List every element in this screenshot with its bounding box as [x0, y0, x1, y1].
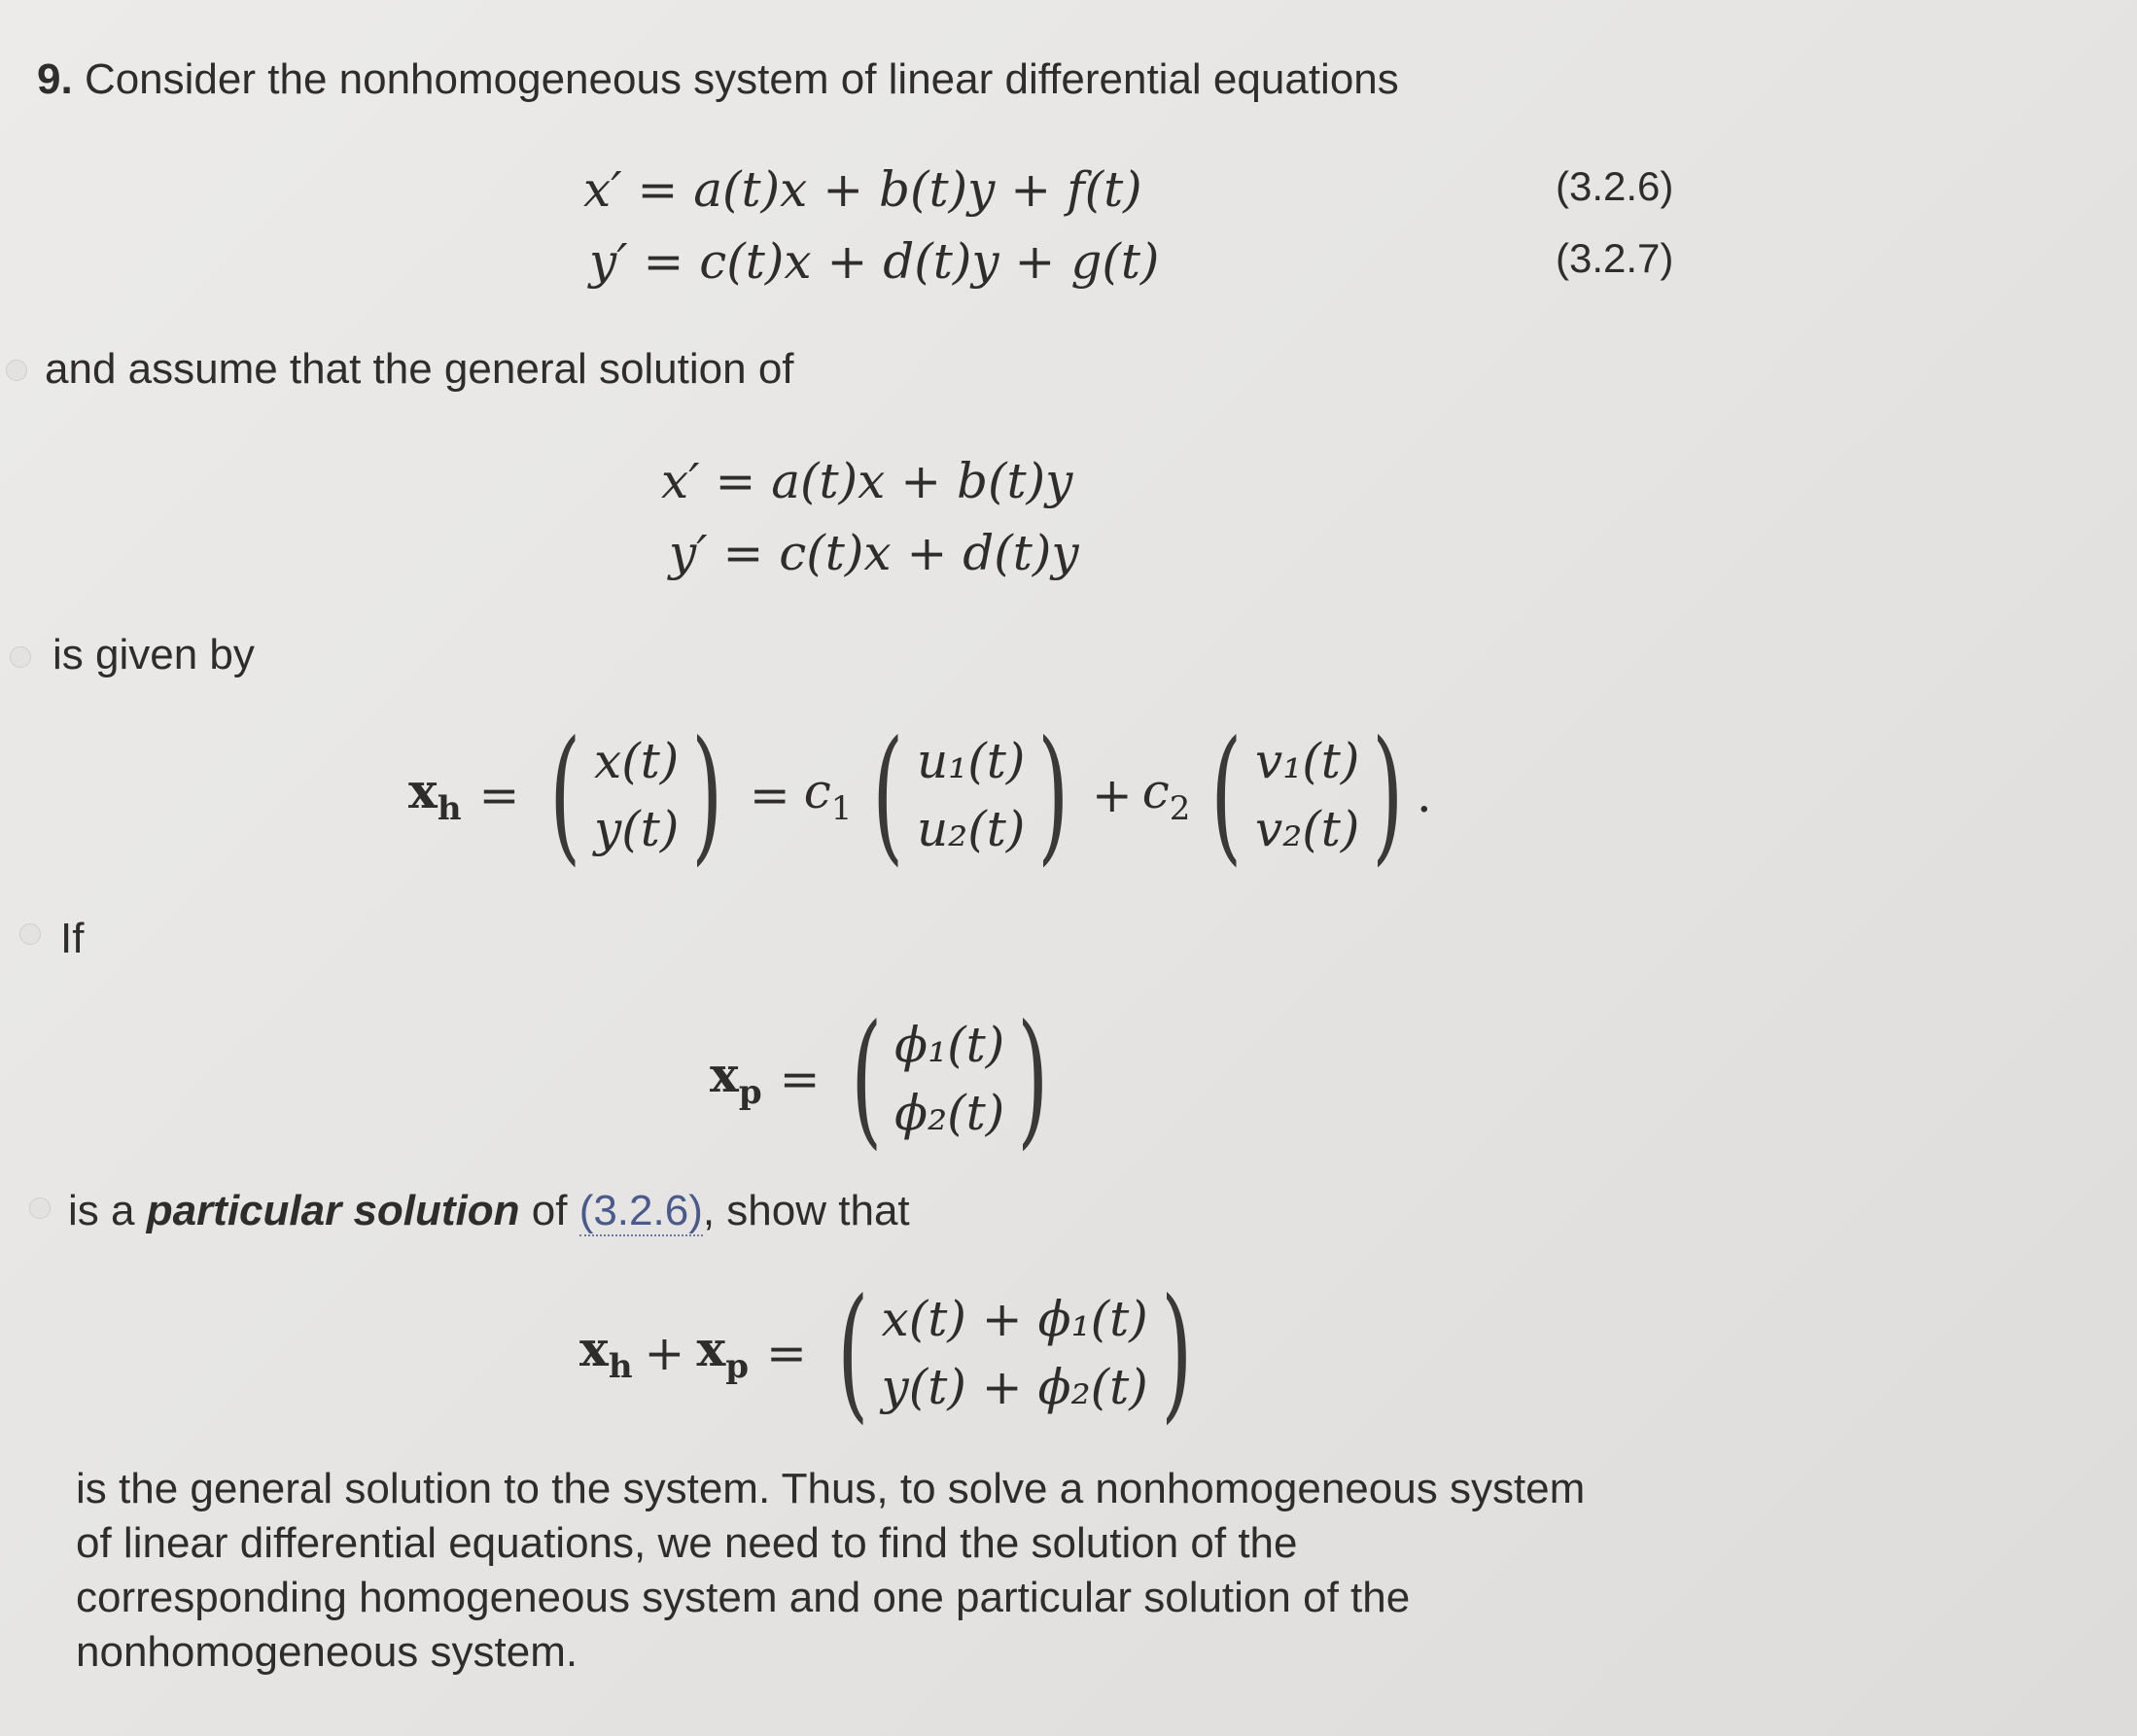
- problem-heading: [37, 52, 1399, 107]
- c2-coefficient: $c_2$: [1141, 762, 1191, 828]
- paragraph-marker: [29, 1198, 51, 1219]
- conclusion-line: is the general solution to the system. Thus, to solve a nonhomogeneous system: [76, 1465, 1586, 1512]
- phi-vector: ( ϕ₁(t) ϕ₂(t) ): [850, 994, 1049, 1163]
- xh-symbol: $x_h$: [579, 1320, 633, 1386]
- paragraph-marker: [10, 646, 31, 668]
- homogeneous-equation-1: x′ = a(t)x + b(t)y: [661, 453, 1073, 509]
- homogeneous-equation-2: y′ = c(t)x + d(t)y: [669, 525, 1079, 581]
- sum-solution-equation: $x_h$ + $x_p$ = ( x(t) + ϕ₁(t) y(t) + ϕ₂(t) ): [579, 1275, 1205, 1431]
- equation-label-3-2-6: (3.2.6): [1556, 163, 1674, 209]
- equals-sign: =: [749, 767, 790, 823]
- conclusion-line: corresponding homogeneous system and one particular solution of the: [76, 1574, 1411, 1621]
- particular-solution-emphasis: particular solution: [146, 1187, 520, 1234]
- paragraph-marker: [6, 360, 27, 381]
- c1-coefficient: $c_1$: [803, 762, 853, 828]
- equation-3-2-7: y′ = c(t)x + d(t)y + g(t): [589, 233, 1160, 290]
- xp-symbol: $x_p$: [696, 1320, 750, 1386]
- text-if: If: [60, 915, 85, 962]
- general-solution-equation: [408, 711, 1432, 880]
- equation-label-3-2-7: (3.2.7): [1556, 235, 1674, 281]
- conclusion-paragraph: [76, 1462, 1585, 1680]
- period: .: [1416, 767, 1432, 823]
- plus-sign: +: [1091, 767, 1133, 823]
- xy-vector: ( x(t) y(t) ): [549, 711, 723, 880]
- problem-number: 9.: [37, 55, 73, 103]
- xp-symbol: $x_p$: [710, 1046, 762, 1112]
- v-vector: ( v₁(t) v₂(t) ): [1210, 711, 1404, 880]
- paragraph-marker: [19, 923, 41, 945]
- text-assume: and assume that the general solution of: [45, 345, 794, 393]
- particular-solution-equation: [710, 994, 1062, 1163]
- equals-sign: =: [779, 1051, 821, 1107]
- problem-intro: Consider the nonhomogeneous system of linear differential equations: [84, 55, 1399, 103]
- text-given-by: is given by: [53, 631, 255, 678]
- text-particular: is a particular solution of (3.2.6), show that: [68, 1187, 910, 1234]
- xh-symbol: $x_h$: [408, 762, 462, 828]
- equals-sign: =: [766, 1325, 807, 1381]
- u-vector: ( u₁(t) u₂(t) ): [872, 711, 1069, 880]
- conclusion-line: nonhomogeneous system.: [76, 1628, 578, 1676]
- equals-sign: =: [478, 767, 520, 823]
- equation-link-3-2-6[interactable]: (3.2.6): [578, 1187, 703, 1234]
- sum-vector: ( x(t) + ϕ₁(t) y(t) + ϕ₂(t) ): [837, 1268, 1193, 1438]
- equation-3-2-6: x′ = a(t)x + b(t)y + f(t): [583, 161, 1142, 218]
- conclusion-line: of linear differential equations, we need to find the solution of the: [76, 1519, 1298, 1567]
